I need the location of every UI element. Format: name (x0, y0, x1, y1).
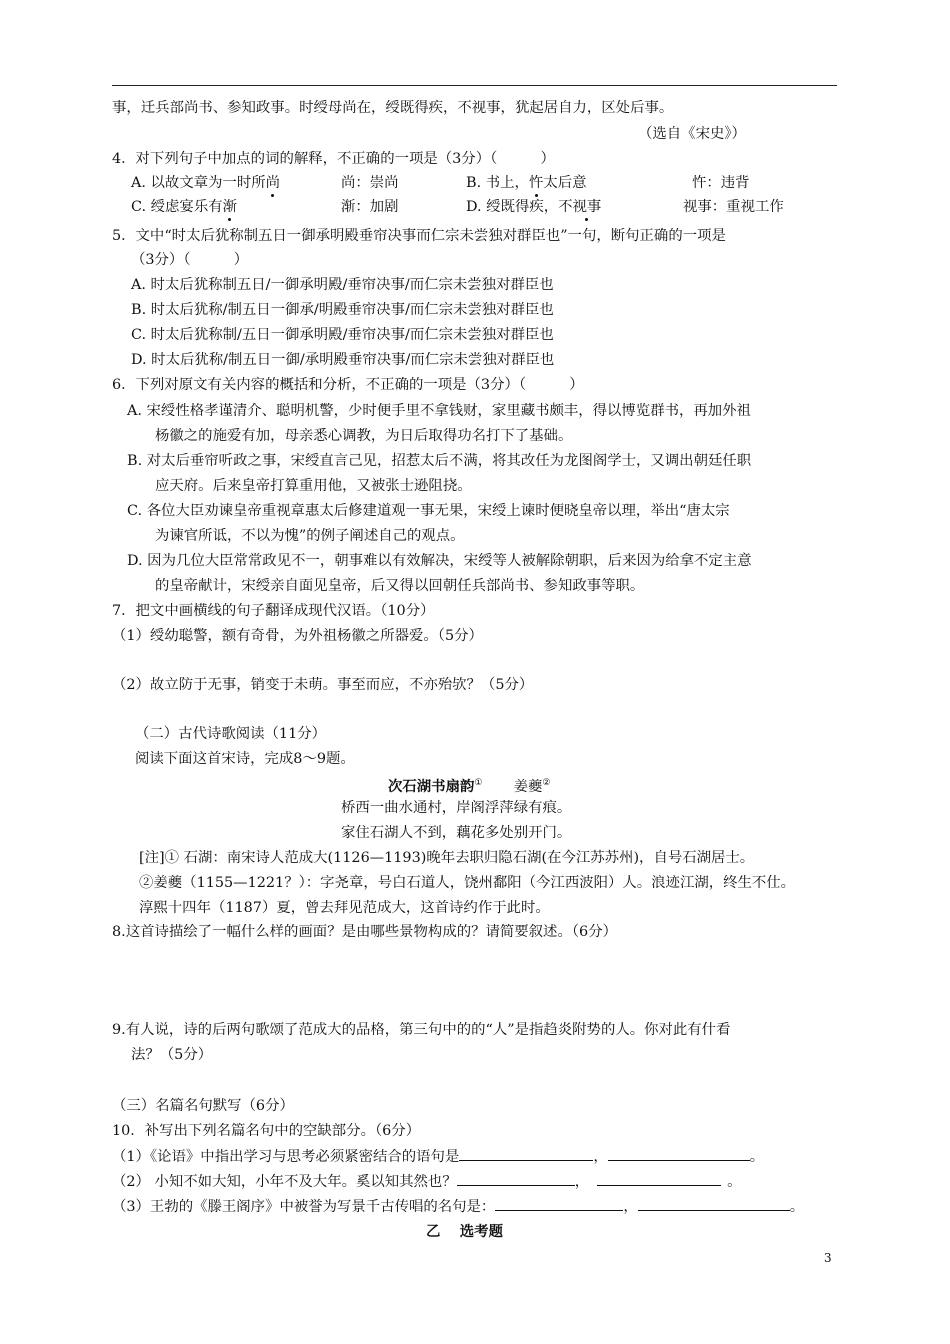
poem-line-1: 桥西一曲水通村，岸阁浮萍绿有痕。 (341, 800, 572, 816)
q10-stem: 10．补写出下列名篇名句中的空缺部分。（6分） (112, 1123, 421, 1139)
poem-title-note: ① (474, 778, 483, 788)
q5-option-b: B. 时太后犹称/制五日一御承/明殿垂帘决事/而仁宗未尝独对群臣也 (131, 302, 554, 318)
q6-option-d-line2: 的皇帝献计，宋绶亲自面见皇帝，后又得以回朝任兵部尚书、参知政事等职。 (155, 578, 645, 594)
q10-item-2-blank-1[interactable] (457, 1171, 575, 1186)
q5-stem: 5．文中“时太后犹称制五日一御承明殿垂帘决事而仁宗未尝独对群臣也”一句，断句正确的一项是 (112, 228, 726, 244)
q9-line-2: 法？（5分） (131, 1047, 213, 1063)
q4-stem: 4．对下列句子中加点的词的解释，不正确的一项是（3分）（ ） (112, 151, 555, 167)
q4-option-c-gloss: 渐：加剧 (341, 199, 399, 215)
q5-option-d: D. 时太后犹称/制五日一御/承明殿垂帘决事/而仁宗未尝独对群臣也 (131, 352, 555, 368)
poem-heading (388, 773, 550, 797)
q4-option-b-gloss: 忤：违背 (692, 175, 750, 191)
q5-score: （3分）（ ） (131, 252, 249, 268)
q5-option-c: C. 时太后犹称制/五日一御承明殿/垂帘决事/而仁宗未尝独对群臣也 (131, 327, 554, 343)
recitation-section-heading: （三）名篇名句默写（6分） (112, 1098, 294, 1114)
poetry-section-heading: （二）古代诗歌阅读（11分） (135, 726, 326, 742)
poem-note-2: ②姜夔（1155—1221？）：字尧章，号白石道人，饶州鄱阳（今江西波阳）人。浪迹江湖，终生不仕。 (139, 875, 796, 891)
poem-author: 姜夔 (513, 778, 543, 795)
q10-item-1-blank-1[interactable] (459, 1146, 593, 1161)
q10-item-3: （3）王勃的《滕王阁序》中被誉为写景千古传唱的名句是： ， 。 (112, 1196, 804, 1217)
q10-item-2: （2） 小知不如大知，小年不及大年。奚以知其然也？ ， 。 (112, 1171, 742, 1192)
q5-option-a: A. 时太后犹称制五日/一御承明殿/垂帘决事/而仁宗未尝独对群臣也 (131, 277, 554, 293)
poem-note-1: [注]① 石湖：南宋诗人范成大(1126—1193)晚年去职归隐石湖(在今江苏苏州)，自号石湖居士。 (139, 850, 755, 866)
q6-option-b-line1: B. 对太后垂帘听政之事，宋绶直言己见，招惹太后不满，将其改任为龙图阁学士，又调出朝廷任职 (127, 453, 752, 469)
q10-item-2-blank-2[interactable] (597, 1171, 721, 1186)
poem-line-2: 家住石湖人不到，藕花多处别开门。 (341, 825, 572, 841)
q4-option-d-gloss: 视事：重视工作 (683, 199, 784, 215)
source-citation: （选自《宋史》） (638, 126, 746, 142)
q4-option-d: D. 绶既得疾，不视事 (466, 199, 602, 215)
q6-option-b-line2: 应天府。后来皇帝打算重用他，又被张士逊阻挠。 (155, 478, 472, 494)
q10-item-1-blank-2[interactable] (608, 1146, 750, 1161)
q10-item-3-blank-2[interactable] (638, 1196, 790, 1211)
q6-option-d-line1: D. 因为几位大臣常常政见不一，朝事难以有效解决，宋绶等人被解除朝职，后来因为给拿不定主意 (127, 553, 752, 569)
poem-note-3: 淳熙十四年（1187）夏，曾去拜见范成大，这首诗约作于此时。 (139, 900, 550, 916)
q6-option-c-line2: 为谏官所诋，不以为愧”的例子阐述自己的观点。 (155, 528, 465, 544)
q10-item-2-text: （2） 小知不如大知，小年不及大年。奚以知其然也？ (112, 1174, 457, 1190)
q4-option-a: A. 以故文章为一时所尚 (131, 175, 281, 191)
q10-item-1-text: （1）《论语》中指出学习与思考必须紧密结合的语句是 (112, 1149, 460, 1165)
q9-line-1: 9.有人说，诗的后两句歌颂了范成大的品格，第三句中的的“人”是指趋炎附势的人。你对此有什看 (112, 1022, 731, 1038)
header-rule (112, 85, 837, 86)
q6-option-c-line1: C. 各位大臣劝谏皇帝重视章惠太后修建道观一事无果，宋绶上谏时便晓皇帝以理，举出“唐太宗 (127, 503, 730, 519)
q7-sentence-1: （1）绶幼聪警，额有奇骨，为外祖杨徽之所器爱。（5分） (112, 628, 483, 644)
q6-option-a-line1: A. 宋绶性格孝谨清介、聪明机警，少时便手里不拿钱财，家里藏书颇丰，得以博览群书，再加外祖 (127, 403, 751, 419)
q6-option-a-line2: 杨徽之的施爱有加，母亲悉心调教，为日后取得功名打下了基础。 (155, 428, 573, 444)
q4-option-b: B. 书上，忤太后意 (466, 175, 587, 191)
passage-end: 事，迁兵部尚书、参知政事。时绶母尚在，绶既得疾，不视事，犹起居自力，区处后事。 (112, 100, 674, 116)
q4-option-c: C. 绶虑宴乐有渐 (131, 199, 238, 215)
q10-item-3-text: （3）王勃的《滕王阁序》中被誉为写景千古传唱的名句是： (112, 1199, 496, 1215)
q10-item-3-blank-1[interactable] (495, 1196, 623, 1211)
q10-item-1: （1）《论语》中指出学习与思考必须紧密结合的语句是 ， 。 (112, 1146, 764, 1167)
q6-stem: 6．下列对原文有关内容的概括和分析，不正确的一项是（3分）（ ） (112, 377, 584, 393)
q8-stem: 8.这首诗描绘了一幅什么样的画面？是由哪些景物构成的？请简要叙述。（6分） (112, 924, 617, 940)
elective-section-heading: 乙 选考题 (426, 1223, 503, 1240)
poem-title: 次石湖书扇韵 (388, 777, 475, 795)
page-number: 3 (824, 1251, 832, 1265)
poem-author-note: ② (542, 778, 551, 788)
q4-option-a-gloss: 尚：崇尚 (341, 175, 399, 191)
q7-sentence-2: （2）故立防于无事，销变于未萌。事至而应，不亦殆欤？（5分） (112, 677, 534, 693)
poetry-instruction: 阅读下面这首宋诗，完成8～9题。 (135, 751, 355, 767)
q7-stem: 7．把文中画横线的句子翻译成现代汉语。（10分） (112, 603, 435, 619)
